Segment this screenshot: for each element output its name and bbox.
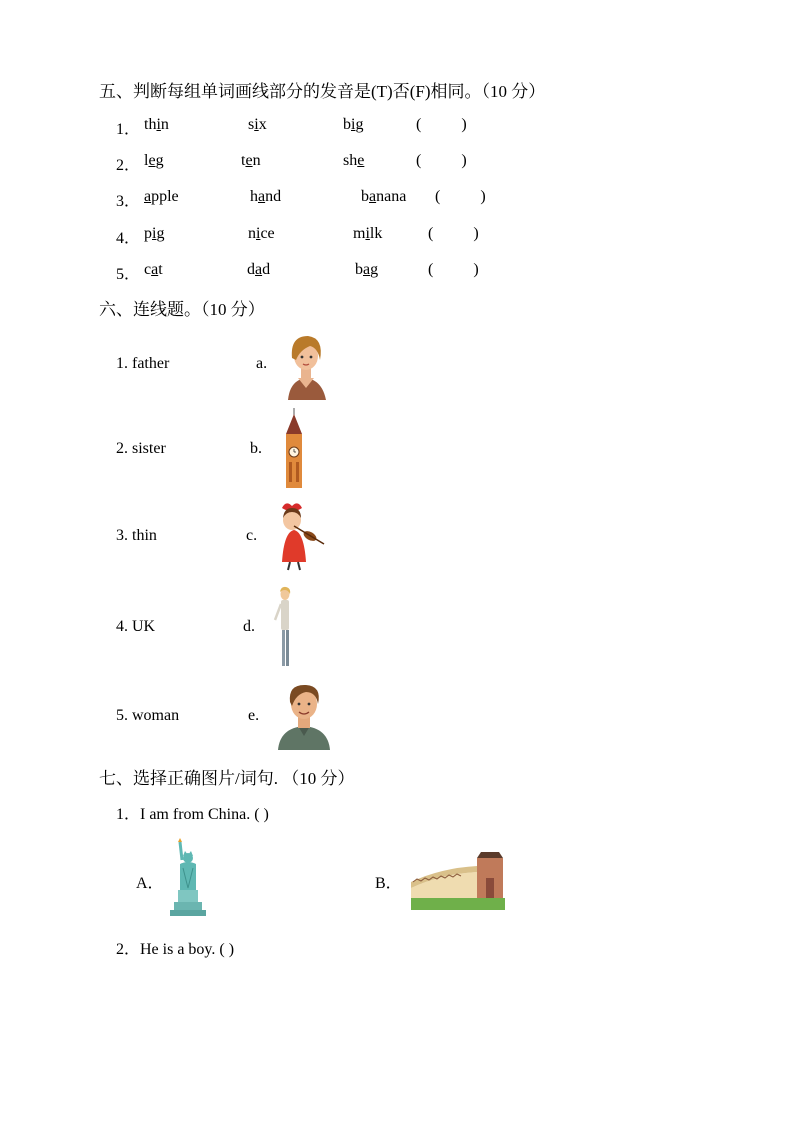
word-suffix: n (160, 116, 169, 133)
woman-bust-icon (280, 330, 332, 400)
word-prefix: sh (343, 152, 358, 169)
word-prefix: c (144, 261, 152, 278)
match-left-3: 3. thin (116, 527, 157, 544)
underlined-sound: e (148, 152, 156, 169)
word-1 (144, 225, 164, 243)
word-3 (353, 225, 382, 243)
word-suffix: n (252, 152, 261, 169)
word-prefix: n (248, 225, 256, 242)
question-1: 1．I am from China. ( ) (116, 806, 269, 823)
word-prefix: b (343, 116, 351, 133)
option-b-label: B． (375, 875, 402, 892)
word-suffix: g (156, 225, 165, 242)
statue-of-liberty-icon (168, 838, 208, 916)
underlined-sound: e (357, 152, 365, 169)
word-2 (250, 188, 281, 206)
underlined-sound: i (351, 116, 356, 133)
word-suffix: lk (369, 225, 383, 242)
answer-parentheses: ( ) (435, 188, 486, 205)
underlined-sound: i (254, 116, 259, 133)
word-suffix: nd (265, 188, 282, 205)
word-1 (144, 116, 169, 134)
word-2 (248, 225, 275, 243)
underlined-sound: i (156, 116, 161, 133)
word-prefix: m (353, 225, 366, 242)
underlined-sound: a (144, 188, 152, 205)
word-3 (343, 116, 363, 134)
word-suffix: x (258, 116, 267, 133)
row-number: 3． (116, 193, 141, 210)
word-1 (144, 261, 163, 279)
row-number: 2． (116, 157, 141, 174)
match-left-5: 5. woman (116, 707, 180, 724)
answer-parentheses: ( ) (416, 116, 467, 133)
match-left-2: 2. sister (116, 440, 166, 457)
great-wall-icon (411, 848, 505, 910)
match-letter-a: a. (256, 355, 268, 372)
word-suffix: g (355, 116, 364, 133)
word-prefix: t (241, 152, 246, 169)
row-number: 1． (116, 121, 141, 138)
thin-man-icon (272, 586, 298, 670)
underlined-sound: a (255, 261, 263, 278)
section5-heading: 五、判断每组单词画线部分的发音是(T)否(F)相同。（10 分） (99, 82, 546, 101)
word-suffix: ce (260, 225, 275, 242)
underlined-sound: a (363, 261, 371, 278)
word-prefix: p (144, 225, 152, 242)
row-number: 5． (116, 266, 141, 283)
word-suffix: g (155, 152, 164, 169)
question-2: 2．He is a boy. ( ) (116, 941, 235, 958)
big-ben-tower-icon (282, 408, 306, 488)
word-3 (361, 188, 406, 206)
answer-parentheses: ( ) (416, 152, 467, 169)
word-suffix: t (158, 261, 163, 278)
word-2 (248, 116, 267, 134)
match-letter-c: c. (246, 527, 258, 544)
man-bust-icon (276, 680, 332, 750)
underlined-sound: a (151, 261, 159, 278)
match-letter-d: d. (243, 618, 255, 635)
word-2 (241, 152, 261, 170)
answer-parentheses: ( ) (428, 261, 479, 278)
match-letter-e: e. (248, 707, 260, 724)
girl-violin-icon (274, 498, 326, 572)
word-suffix: nana (376, 188, 407, 205)
match-left-4: 4. UK (116, 618, 156, 635)
underlined-sound: e (245, 152, 253, 169)
row-number: 4． (116, 230, 141, 247)
underlined-sound: a (258, 188, 266, 205)
word-prefix: d (247, 261, 255, 278)
word-suffix: d (262, 261, 271, 278)
word-2 (247, 261, 270, 279)
word-suffix: pple (151, 188, 179, 205)
match-letter-b: b. (250, 440, 262, 457)
section6-heading: 六、连线题。（10 分） (99, 300, 265, 319)
answer-parentheses: ( ) (428, 225, 479, 242)
underlined-sound: i (256, 225, 261, 242)
word-3 (355, 261, 378, 279)
word-1 (144, 188, 179, 206)
option-a-label: A． (136, 875, 164, 892)
word-1 (144, 152, 164, 170)
word-3 (343, 152, 364, 170)
word-prefix: b (361, 188, 369, 205)
word-suffix: g (370, 261, 379, 278)
word-prefix: h (250, 188, 258, 205)
underlined-sound: i (365, 225, 370, 242)
word-prefix: s (248, 116, 255, 133)
word-prefix: l (144, 152, 149, 169)
word-prefix: th (144, 116, 157, 133)
match-left-1: 1. father (116, 355, 170, 372)
section7-heading: 七、选择正确图片/词句. （10 分） (99, 769, 355, 788)
underlined-sound: a (369, 188, 377, 205)
underlined-sound: i (152, 225, 157, 242)
word-prefix: b (355, 261, 363, 278)
